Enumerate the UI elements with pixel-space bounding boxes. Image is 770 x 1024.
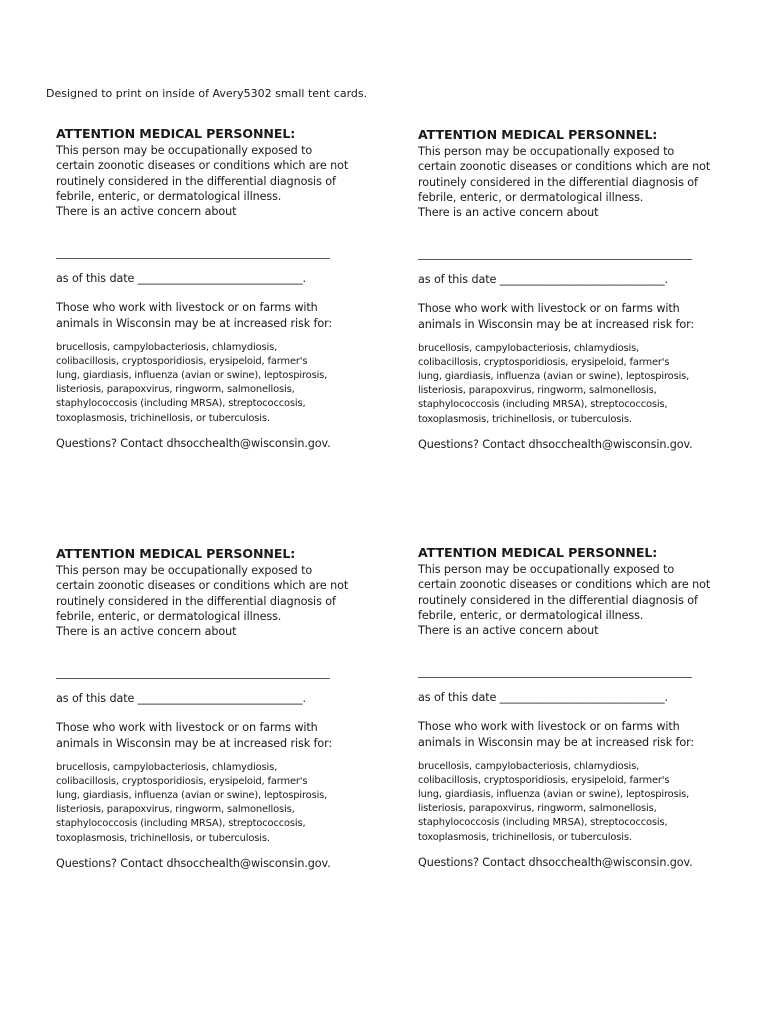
contact-line: Questions? Contact dhsocchealth@wisconsin.gov. [418, 855, 693, 869]
disease-list-line: listeriosis, parapoxvirus, ringworm, salmonellosis, [56, 384, 295, 396]
disease-list-line: colibacillosis, cryptosporidiosis, erysipeloid, farmer's [56, 356, 308, 368]
date-field-text: as of this date ______________________________. [56, 272, 307, 286]
disease-list [56, 761, 368, 846]
card-title: ATTENTION MEDICAL PERSONNEL: [56, 546, 296, 561]
risk-statement [418, 301, 730, 332]
disease-list-line: colibacillosis, cryptosporidiosis, erysipeloid, farmer's [418, 775, 670, 787]
tent-card-top-right [418, 128, 730, 452]
tent-card-bottom-left [56, 547, 368, 871]
disease-list-line: toxoplasmosis, trichinellosis, or tuberculosis. [418, 413, 632, 425]
contact-line: Questions? Contact dhsocchealth@wisconsin.gov. [56, 856, 331, 870]
disease-list-line: staphylococcosis (including MRSA), streptococcosis, [56, 818, 306, 830]
disease-list-line: brucellosis, campylobacteriosis, chlamydiosis, [56, 762, 278, 774]
risk-statement-line: animals in Wisconsin may be at increased risk for: [418, 317, 695, 331]
disease-list-line: toxoplasmosis, trichinellosis, or tuberculosis. [56, 832, 270, 844]
disease-list-line: colibacillosis, cryptosporidiosis, erysipeloid, farmer's [418, 357, 670, 369]
concern-blank-line [418, 676, 692, 678]
disease-list-line: staphylococcosis (including MRSA), streptococcosis, [418, 817, 668, 829]
card-intro-line: febrile, enteric, or dermatological illness. [56, 189, 282, 203]
card-intro-line: certain zoonotic diseases or conditions which are not [56, 579, 349, 593]
card-title: ATTENTION MEDICAL PERSONNEL: [56, 126, 296, 141]
card-intro-line: routinely considered in the differential diagnosis of [418, 175, 698, 189]
disease-list-line: lung, giardiasis, influenza (avian or swine), leptospirosis, [56, 790, 328, 802]
tent-card-bottom-right [418, 546, 730, 870]
card-intro [56, 563, 368, 639]
contact-line: Questions? Contact dhsocchealth@wisconsin.gov. [56, 436, 331, 450]
disease-list-line: brucellosis, campylobacteriosis, chlamydiosis, [418, 761, 640, 773]
risk-statement-line: animals in Wisconsin may be at increased risk for: [56, 316, 333, 330]
concern-blank-line [56, 257, 330, 259]
disease-list-line: staphylococcosis (including MRSA), streptococcosis, [56, 398, 306, 410]
date-field-text: as of this date ______________________________. [418, 691, 669, 705]
card-intro-line: certain zoonotic diseases or conditions which are not [56, 159, 349, 173]
concern-blank-line [56, 677, 330, 679]
card-intro-line: certain zoonotic diseases or conditions which are not [418, 160, 711, 174]
card-intro-line: This person may be occupationally exposed to [56, 564, 313, 577]
disease-list-line: listeriosis, parapoxvirus, ringworm, salmonellosis, [418, 385, 657, 397]
card-intro-line: There is an active concern about [56, 625, 237, 639]
card-intro-line: routinely considered in the differential diagnosis of [56, 174, 336, 188]
card-title: ATTENTION MEDICAL PERSONNEL: [418, 545, 658, 560]
card-intro-line: febrile, enteric, or dermatological illness. [56, 609, 282, 623]
card-intro [418, 562, 730, 638]
risk-statement [56, 300, 368, 331]
concern-blank-line [418, 258, 692, 260]
disease-list-line: lung, giardiasis, influenza (avian or swine), leptospirosis, [418, 371, 690, 383]
card-intro-line: certain zoonotic diseases or conditions which are not [418, 578, 711, 592]
risk-statement [418, 719, 730, 750]
disease-list-line: toxoplasmosis, trichinellosis, or tuberculosis. [56, 412, 270, 424]
card-intro-line: There is an active concern about [56, 205, 237, 219]
disease-list [56, 341, 368, 426]
card-intro-line: There is an active concern about [418, 624, 599, 638]
disease-list-line: listeriosis, parapoxvirus, ringworm, salmonellosis, [418, 803, 657, 815]
risk-statement-line: Those who work with livestock or on farms with [418, 720, 680, 734]
risk-statement-line: animals in Wisconsin may be at increased risk for: [418, 735, 695, 749]
disease-list-line: listeriosis, parapoxvirus, ringworm, salmonellosis, [56, 804, 295, 816]
card-intro-line: This person may be occupationally exposed to [418, 563, 675, 576]
card-intro-line: There is an active concern about [418, 206, 599, 220]
card-intro-line: routinely considered in the differential diagnosis of [56, 594, 336, 608]
date-field-text: as of this date ______________________________. [418, 273, 669, 287]
risk-statement-line: Those who work with livestock or on farms with [56, 721, 318, 735]
risk-statement-line: Those who work with livestock or on farms with [418, 302, 680, 316]
disease-list-line: brucellosis, campylobacteriosis, chlamydiosis, [56, 342, 278, 354]
card-intro-line: This person may be occupationally exposed to [56, 144, 313, 157]
date-field-text: as of this date ______________________________. [56, 692, 307, 706]
disease-list-line: toxoplasmosis, trichinellosis, or tuberculosis. [418, 831, 632, 843]
card-intro [418, 144, 730, 220]
card-intro-line: febrile, enteric, or dermatological illness. [418, 190, 644, 204]
contact-line: Questions? Contact dhsocchealth@wisconsin.gov. [418, 437, 693, 451]
card-intro-line: This person may be occupationally exposed to [418, 145, 675, 158]
card-intro [56, 143, 368, 219]
disease-list-line: lung, giardiasis, influenza (avian or swine), leptospirosis, [418, 789, 690, 801]
card-intro-line: febrile, enteric, or dermatological illness. [418, 608, 644, 622]
disease-list [418, 342, 730, 427]
risk-statement-line: animals in Wisconsin may be at increased risk for: [56, 736, 333, 750]
disease-list-line: lung, giardiasis, influenza (avian or swine), leptospirosis, [56, 370, 328, 382]
card-intro-line: routinely considered in the differential diagnosis of [418, 593, 698, 607]
tent-card-top-left [56, 127, 368, 451]
disease-list-line: brucellosis, campylobacteriosis, chlamydiosis, [418, 343, 640, 355]
risk-statement [56, 720, 368, 751]
card-title: ATTENTION MEDICAL PERSONNEL: [418, 127, 658, 142]
risk-statement-line: Those who work with livestock or on farms with [56, 301, 318, 315]
disease-list-line: colibacillosis, cryptosporidiosis, erysipeloid, farmer's [56, 776, 308, 788]
print-instruction-note: Designed to print on inside of Avery5302 small tent cards. [46, 87, 368, 100]
disease-list [418, 760, 730, 845]
disease-list-line: staphylococcosis (including MRSA), streptococcosis, [418, 399, 668, 411]
